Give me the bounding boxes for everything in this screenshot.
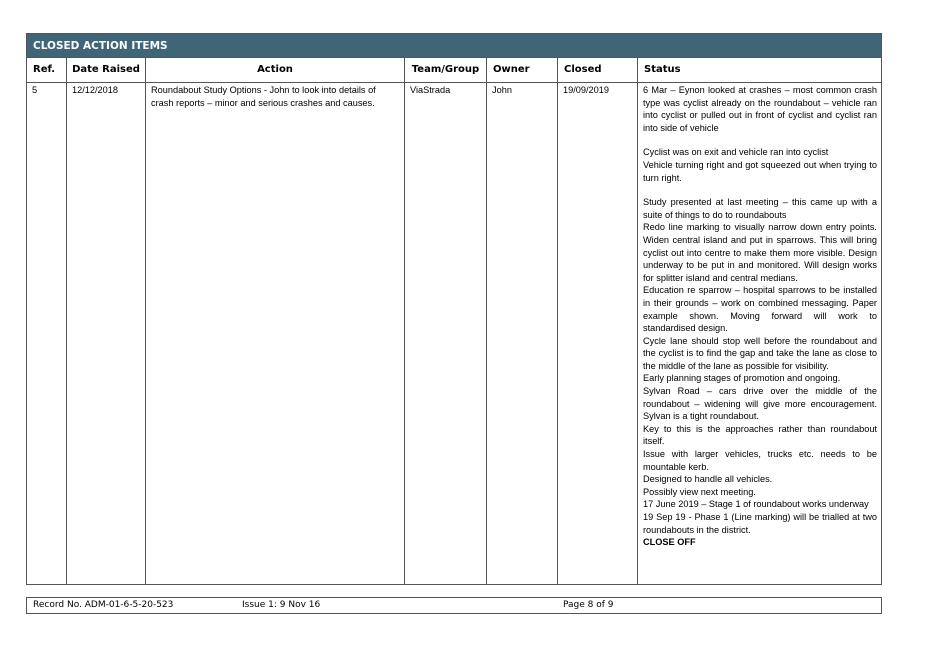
table-body [27,58,881,584]
status-line: Study presented at last meeting – this came up with a suite of things to do to roundabouts [643,197,877,220]
page-footer [26,597,882,614]
col-owner [487,58,558,584]
header-team: Team/Group [405,58,486,83]
status-line: Vehicle turning right and got squeezed out when trying to turn right. [643,159,877,183]
cell-team: ViaStrada [410,85,451,95]
close-off-label: CLOSE OFF [643,537,696,548]
col-status [638,58,881,584]
header-closed: Closed [558,58,637,83]
status-line: Sylvan Road – cars drive over the middle of the roundabout – widening will give more encouragement. Sylvan is a tight roundabout. [643,386,877,422]
header-owner: Owner [487,58,557,83]
cell-date-raised: 12/12/2018 [72,85,118,95]
status-line: Key to this is the approaches rather than roundabout itself. [643,423,877,447]
cell-owner: John [492,85,512,95]
col-date-raised [67,58,146,584]
col-closed [558,58,638,584]
status-line: 19 Sep 19 - Phase 1 (Line marking) will be trialled at two roundabouts in the district. [643,512,877,535]
issue-date: Issue 1: 9 Nov 16 [242,600,321,610]
header-ref: Ref. [27,58,66,83]
status-line: Designed to handle all vehicles. [643,474,773,485]
header-date-raised: Date Raised [67,58,145,83]
col-team [405,58,487,584]
status-line: 6 Mar – Eynon looked at crashes – most common crash type was cyclist already on the roundabout – vehicle ran into cyclist or pulled out in front of cyclist and cyclist ran into side of vehicle [643,85,877,133]
status-line: Cycle lane should stop well before the roundabout and the cyclist is to find the gap and take the lane as close to the middle of the lane as possible for visibility. [643,335,877,371]
section-title: CLOSED ACTION ITEMS [27,34,881,58]
cell-ref: 5 [32,85,38,95]
cell-action: Roundabout Study Options - John to look into details of crash reports – minor and serious crashes and causes. [151,85,376,108]
cell-status [638,83,881,549]
page-number: Page 8 of 9 [563,600,614,610]
status-line: Education re sparrow – hospital sparrows to be installed in their grounds – work on combined messaging. Paper example shown. Moving forward will work to standardised design. [643,285,877,334]
status-line: Possibly view next meeting. [643,486,756,497]
cell-closed: 19/09/2019 [563,85,609,95]
status-line: Issue with larger vehicles, trucks etc. needs to be mountable kerb. [643,449,877,472]
col-action [146,58,405,584]
header-action: Action [146,58,404,83]
col-ref [27,58,67,584]
closed-action-items-table [26,33,882,585]
status-line: Early planning stages of promotion and ongoing. [643,373,841,384]
record-number: Record No. ADM-01-6-5-20-523 [33,600,174,610]
status-line: Cyclist was on exit and vehicle ran into cyclist [643,147,829,158]
header-status: Status [638,58,881,83]
status-line: 17 June 2019 – Stage 1 of roundabout works underway [643,499,869,510]
status-line: Redo line marking to visually narrow down entry points. Widen central island and put in sparrows. This will bring cyclist out into centre to make them more visible. Design underway to be put in and monitored. Will design works for splitter island and central medians. [643,222,877,283]
